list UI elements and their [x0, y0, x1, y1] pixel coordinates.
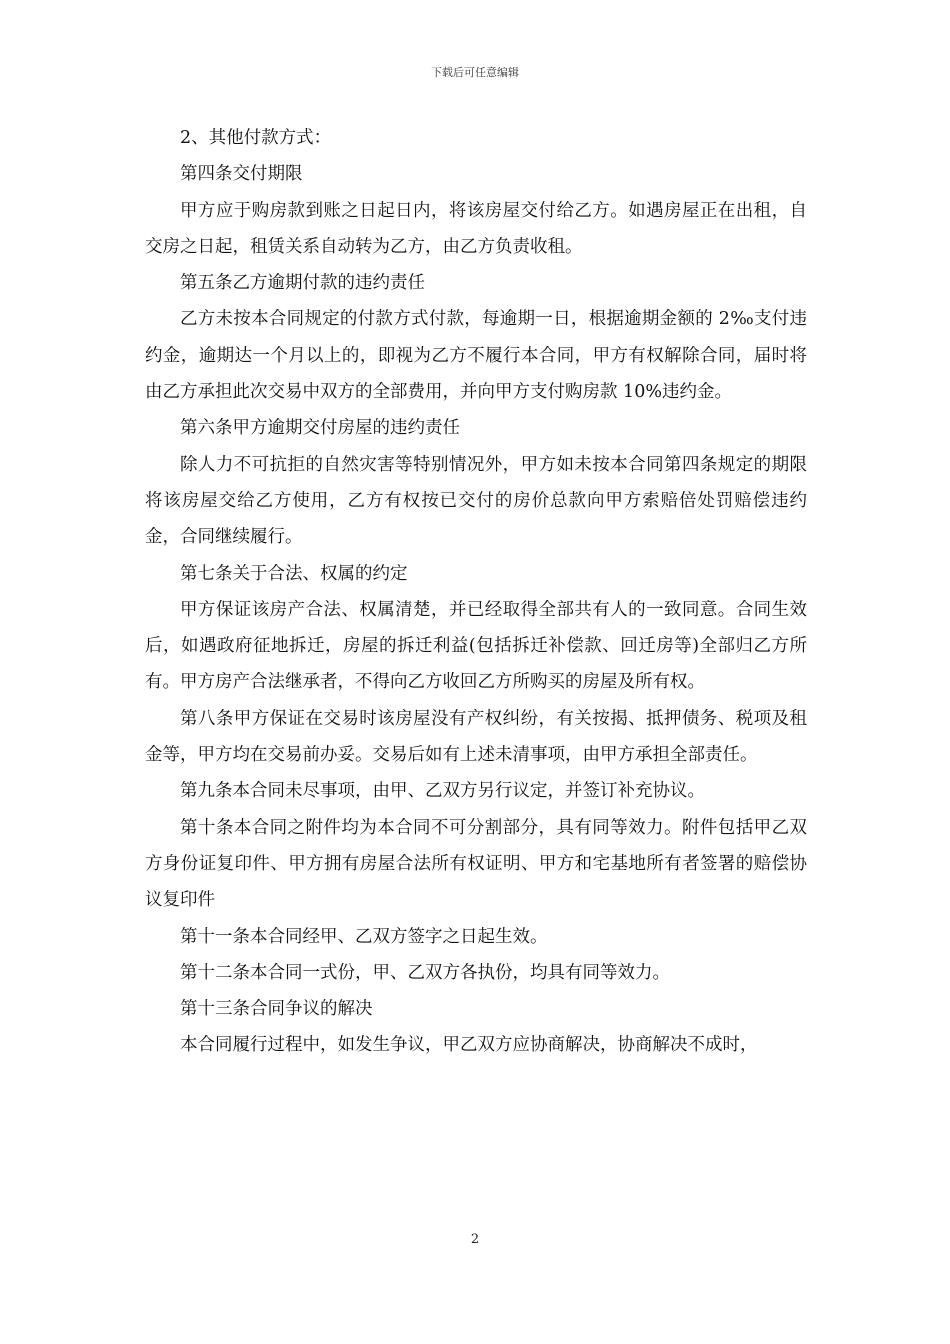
section-heading: 第四条交付期限	[180, 164, 303, 185]
paragraph: 第十二条本合同一式份，甲、乙双方各执份，均具有同等效力。	[180, 962, 670, 983]
paragraph: 第十条本合同之附件均为本合同不可分割部分，具有同等效力。附件包括甲乙双方身份证复印件、甲方拥有房屋合法所有权证明、甲方和宅基地所有者签署的赔偿协议复印件	[145, 817, 807, 911]
paragraph: 甲方应于购房款到账之日起日内，将该房屋交付给乙方。如遇房屋正在出租，自交房之日起，租赁关系自动转为乙方，由乙方负责收租。	[145, 200, 807, 257]
paragraph: 第十一条本合同经甲、乙双方签字之日起生效。	[180, 926, 548, 947]
paragraph: 第九条本合同未尽事项，由甲、乙双方另行议定，并签订补充协议。	[180, 781, 705, 802]
paragraph: 本合同履行过程中，如发生争议，甲乙双方应协商解决，协商解决不成时，	[180, 1035, 758, 1056]
page-header: 下载后可任意编辑	[431, 66, 519, 79]
paragraph: 2、其他付款方式：	[180, 128, 332, 148]
section-heading: 第六条甲方逾期交付房屋的违约责任	[180, 418, 460, 439]
paragraph: 甲方保证该房产合法、权属清楚，并已经取得全部共有人的一致同意。合同生效后，如遇政府征地拆迁，房屋的拆迁利益(包括拆迁补偿款、回迁房等)全部归乙方所有。甲方房产合法继承者，不得向乙方收回乙方所购买的房屋及所有权。	[145, 599, 807, 693]
document-body	[145, 120, 807, 1064]
page-number: 2	[470, 1232, 480, 1247]
paragraph: 乙方未按本合同规定的付款方式付款，每逾期一日，根据逾期金额的 2‰支付违约金，逾期达一个月以上的，即视为乙方不履行本合同，甲方有权解除合同，届时将由乙方承担此次交易中双方的全部费用，并向甲方支付购房款 10%违约金。	[145, 309, 807, 403]
section-heading: 第七条关于合法、权属的约定	[180, 563, 408, 584]
paragraph: 第八条甲方保证在交易时该房屋没有产权纠纷，有关按揭、抵押债务、税项及租金等，甲方均在交易前办妥。交易后如有上述未清事项，由甲方承担全部责任。	[145, 708, 807, 766]
section-heading: 第十三条合同争议的解决	[180, 999, 373, 1020]
paragraph: 除人力不可抗拒的自然灾害等特别情况外，甲方如未按本合同第四条规定的期限将该房屋交给乙方使用，乙方有权按已交付的房价总款向甲方索赔倍处罚赔偿违约金，合同继续履行。	[145, 454, 807, 548]
section-heading: 第五条乙方逾期付款的违约责任	[180, 273, 425, 294]
